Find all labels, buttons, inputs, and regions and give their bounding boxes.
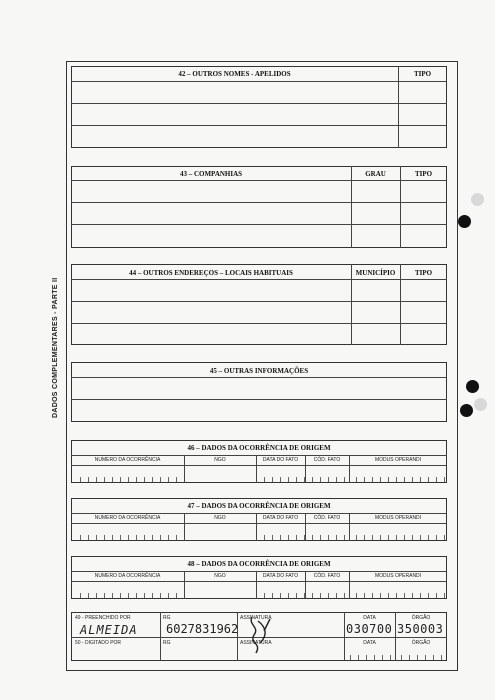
occurrence-title: 46 – DADOS DA OCORRÊNCIA DE ORIGEM <box>187 444 331 452</box>
field-tick-mark <box>272 477 273 482</box>
section-42-header-rule <box>71 81 447 82</box>
occurrence-header-numero: NUMERO DA OCORRÊNCIA <box>94 457 161 463</box>
field-tick-mark <box>401 655 402 660</box>
field-tick-mark <box>176 535 177 540</box>
footer-label-assinatura: ASSINATURA <box>240 640 272 646</box>
section-43-divider <box>351 166 352 248</box>
field-tick-mark <box>128 477 129 482</box>
field-tick-mark <box>96 535 97 540</box>
footer-col-divider <box>160 612 161 661</box>
field-tick-mark <box>80 535 81 540</box>
section-43-row-line <box>71 224 447 225</box>
field-tick-mark <box>350 655 351 660</box>
occurrence-header-modus: MODUS OPERANDI <box>374 573 422 579</box>
field-tick-mark <box>112 593 113 598</box>
side-label: DADOS COMPLEMENTARES - PARTE II <box>52 277 59 418</box>
section-45-row-line <box>71 399 447 400</box>
field-tick-mark <box>144 535 145 540</box>
field-tick-mark <box>344 477 345 482</box>
section-42-box <box>71 66 447 148</box>
field-tick-mark <box>388 593 389 598</box>
field-tick-mark <box>128 593 129 598</box>
field-tick-mark <box>296 593 297 598</box>
field-tick-mark <box>176 477 177 482</box>
occurrence-header-data-fato: DATA DO FATO <box>262 457 299 463</box>
field-tick-mark <box>404 535 405 540</box>
occurrence-rule <box>71 581 447 582</box>
field-tick-mark <box>396 477 397 482</box>
field-tick-mark <box>136 535 137 540</box>
section-45-header-rule <box>71 377 447 378</box>
occurrence-header-data-fato: DATA DO FATO <box>262 515 299 521</box>
field-tick-mark <box>433 655 434 660</box>
footer-label-orgao: ÓRGÃO <box>411 640 431 646</box>
field-tick-mark <box>280 535 281 540</box>
field-tick-mark <box>380 535 381 540</box>
footer-value-preenchido-nome: ALMEIDA <box>80 623 138 637</box>
field-tick-mark <box>296 477 297 482</box>
section-44-col-tipo: TIPO <box>414 269 433 277</box>
field-tick-mark <box>272 535 273 540</box>
field-tick-mark <box>120 535 121 540</box>
field-tick-mark <box>264 593 265 598</box>
footer-label-orgao: ÓRGÃO <box>411 615 431 621</box>
field-tick-mark <box>372 593 373 598</box>
field-tick-mark <box>428 593 429 598</box>
field-tick-mark <box>304 477 305 482</box>
field-tick-mark <box>136 593 137 598</box>
field-tick-mark <box>372 477 373 482</box>
occurrence-header-ngo: NGO <box>214 457 226 463</box>
field-tick-mark <box>304 593 305 598</box>
field-tick-mark <box>390 655 391 660</box>
field-tick-mark <box>380 477 381 482</box>
field-tick-mark <box>264 477 265 482</box>
field-tick-mark <box>344 535 345 540</box>
field-tick-mark <box>168 477 169 482</box>
field-tick-mark <box>288 593 289 598</box>
field-tick-mark <box>441 655 442 660</box>
signature-mark <box>246 613 274 659</box>
field-tick-mark <box>120 477 121 482</box>
field-tick-mark <box>436 477 437 482</box>
field-tick-mark <box>366 655 367 660</box>
field-tick-mark <box>336 535 337 540</box>
field-tick-mark <box>428 477 429 482</box>
field-tick-mark <box>288 477 289 482</box>
field-tick-mark <box>160 535 161 540</box>
field-tick-mark <box>412 593 413 598</box>
field-tick-mark <box>356 535 357 540</box>
field-tick-mark <box>425 655 426 660</box>
footer-label-assinatura: ASSINATURA <box>240 615 272 621</box>
field-tick-mark <box>320 477 321 482</box>
field-tick-mark <box>420 477 421 482</box>
field-tick-mark <box>444 593 445 598</box>
field-tick-mark <box>136 477 137 482</box>
field-tick-mark <box>104 593 105 598</box>
field-tick-mark <box>382 655 383 660</box>
section-42-col-tipo: TIPO <box>413 70 432 78</box>
field-tick-mark <box>152 593 153 598</box>
field-tick-mark <box>444 477 445 482</box>
field-tick-mark <box>96 477 97 482</box>
field-tick-mark <box>128 535 129 540</box>
field-tick-mark <box>304 535 305 540</box>
field-tick-mark <box>356 477 357 482</box>
field-tick-mark <box>404 593 405 598</box>
footer-value-preenchido-orgao: 350003 <box>397 622 444 636</box>
field-tick-mark <box>412 477 413 482</box>
field-tick-mark <box>88 477 89 482</box>
occurrence-header-cod-fato: CÓD. FATO <box>313 457 341 463</box>
field-tick-mark <box>272 593 273 598</box>
occurrence-rule <box>71 523 447 524</box>
footer-value-preenchido-rg: 6027831962 <box>166 622 239 636</box>
field-tick-mark <box>280 593 281 598</box>
occurrence-header-numero: NUMERO DA OCORRÊNCIA <box>94 515 161 521</box>
occurrence-header-cod-fato: CÓD. FATO <box>313 573 341 579</box>
section-44-row-line <box>71 323 447 324</box>
field-tick-mark <box>328 593 329 598</box>
occurrence-title: 48 – DADOS DA OCORRÊNCIA DE ORIGEM <box>187 560 331 568</box>
field-tick-mark <box>417 655 418 660</box>
field-tick-mark <box>168 535 169 540</box>
occurrence-header-data-fato: DATA DO FATO <box>262 573 299 579</box>
field-tick-mark <box>396 593 397 598</box>
punch-hole <box>460 404 473 417</box>
field-tick-mark <box>176 593 177 598</box>
punch-hole <box>474 398 487 411</box>
footer-col-divider <box>237 612 238 661</box>
occurrence-rule <box>71 513 447 514</box>
field-tick-mark <box>444 535 445 540</box>
occurrence-header-modus: MODUS OPERANDI <box>374 515 422 521</box>
occurrence-header-modus: MODUS OPERANDI <box>374 457 422 463</box>
field-tick-mark <box>160 593 161 598</box>
field-tick-mark <box>388 477 389 482</box>
field-tick-mark <box>372 535 373 540</box>
field-tick-mark <box>364 477 365 482</box>
footer-label-rg: RG <box>163 615 171 621</box>
field-tick-mark <box>328 477 329 482</box>
field-tick-mark <box>336 593 337 598</box>
field-tick-mark <box>296 535 297 540</box>
field-tick-mark <box>312 593 313 598</box>
occurrence-header-cod-fato: CÓD. FATO <box>313 515 341 521</box>
punch-hole <box>466 380 479 393</box>
field-tick-mark <box>344 593 345 598</box>
occurrence-rule <box>71 571 447 572</box>
field-tick-mark <box>364 535 365 540</box>
field-tick-mark <box>168 593 169 598</box>
field-tick-mark <box>312 535 313 540</box>
field-tick-mark <box>436 535 437 540</box>
field-tick-mark <box>358 655 359 660</box>
field-tick-mark <box>320 593 321 598</box>
footer-label-preenchido-por: 49 - PREENCHIDO POR <box>75 615 131 621</box>
field-tick-mark <box>436 593 437 598</box>
field-tick-mark <box>428 535 429 540</box>
section-43-col-grau: GRAU <box>365 170 386 178</box>
field-tick-mark <box>104 477 105 482</box>
section-43-header-rule <box>71 180 447 181</box>
section-43-col-tipo: TIPO <box>414 170 433 178</box>
footer-label-data: DATA <box>363 615 376 621</box>
field-tick-mark <box>152 535 153 540</box>
occurrence-title: 47 – DADOS DA OCORRÊNCIA DE ORIGEM <box>187 502 331 510</box>
field-tick-mark <box>280 477 281 482</box>
field-tick-mark <box>80 477 81 482</box>
section-44-title: 44 – OUTROS ENDEREÇOS – LOCAIS HABITUAIS <box>129 269 293 277</box>
field-tick-mark <box>396 535 397 540</box>
punch-hole <box>458 215 471 228</box>
field-tick-mark <box>420 593 421 598</box>
field-tick-mark <box>144 477 145 482</box>
field-tick-mark <box>374 655 375 660</box>
section-42-row-line <box>71 103 447 104</box>
footer-label-data: DATA <box>363 640 376 646</box>
section-44-header-rule <box>71 279 447 280</box>
field-tick-mark <box>380 593 381 598</box>
punch-hole <box>471 193 484 206</box>
section-45-title: 45 – OUTRAS INFORMAÇÕES <box>209 367 309 375</box>
field-tick-mark <box>80 593 81 598</box>
footer-label-rg: RG <box>163 640 171 646</box>
occurrence-header-numero: NUMERO DA OCORRÊNCIA <box>94 573 161 579</box>
field-tick-mark <box>409 655 410 660</box>
field-tick-mark <box>420 535 421 540</box>
section-44-row-line <box>71 301 447 302</box>
field-tick-mark <box>120 593 121 598</box>
section-43-row-line <box>71 202 447 203</box>
section-44-col-municipio: MUNICÍPIO <box>355 269 396 277</box>
section-43-divider <box>400 166 401 248</box>
section-43-title: 43 – COMPANHIAS <box>179 170 243 178</box>
field-tick-mark <box>320 535 321 540</box>
field-tick-mark <box>96 593 97 598</box>
occurrence-rule <box>71 465 447 466</box>
field-tick-mark <box>312 477 313 482</box>
occurrence-header-ngo: NGO <box>214 573 226 579</box>
field-tick-mark <box>144 593 145 598</box>
section-42-divider <box>398 66 399 148</box>
field-tick-mark <box>388 535 389 540</box>
field-tick-mark <box>112 535 113 540</box>
field-tick-mark <box>404 477 405 482</box>
field-tick-mark <box>112 477 113 482</box>
section-42-row-line <box>71 125 447 126</box>
field-tick-mark <box>160 477 161 482</box>
field-tick-mark <box>412 535 413 540</box>
field-tick-mark <box>336 477 337 482</box>
occurrence-rule <box>71 455 447 456</box>
field-tick-mark <box>264 535 265 540</box>
field-tick-mark <box>364 593 365 598</box>
field-tick-mark <box>152 477 153 482</box>
field-tick-mark <box>288 535 289 540</box>
footer-value-preenchido-data: 030700 <box>346 622 393 636</box>
field-tick-mark <box>104 535 105 540</box>
occurrence-header-ngo: NGO <box>214 515 226 521</box>
section-43-box <box>71 166 447 248</box>
field-tick-mark <box>88 535 89 540</box>
section-42-title: 42 – OUTROS NOMES - APELIDOS <box>178 70 291 78</box>
field-tick-mark <box>356 593 357 598</box>
field-tick-mark <box>328 535 329 540</box>
field-tick-mark <box>88 593 89 598</box>
footer-label-digitado-por: 50 - DIGITADO POR <box>75 640 122 646</box>
